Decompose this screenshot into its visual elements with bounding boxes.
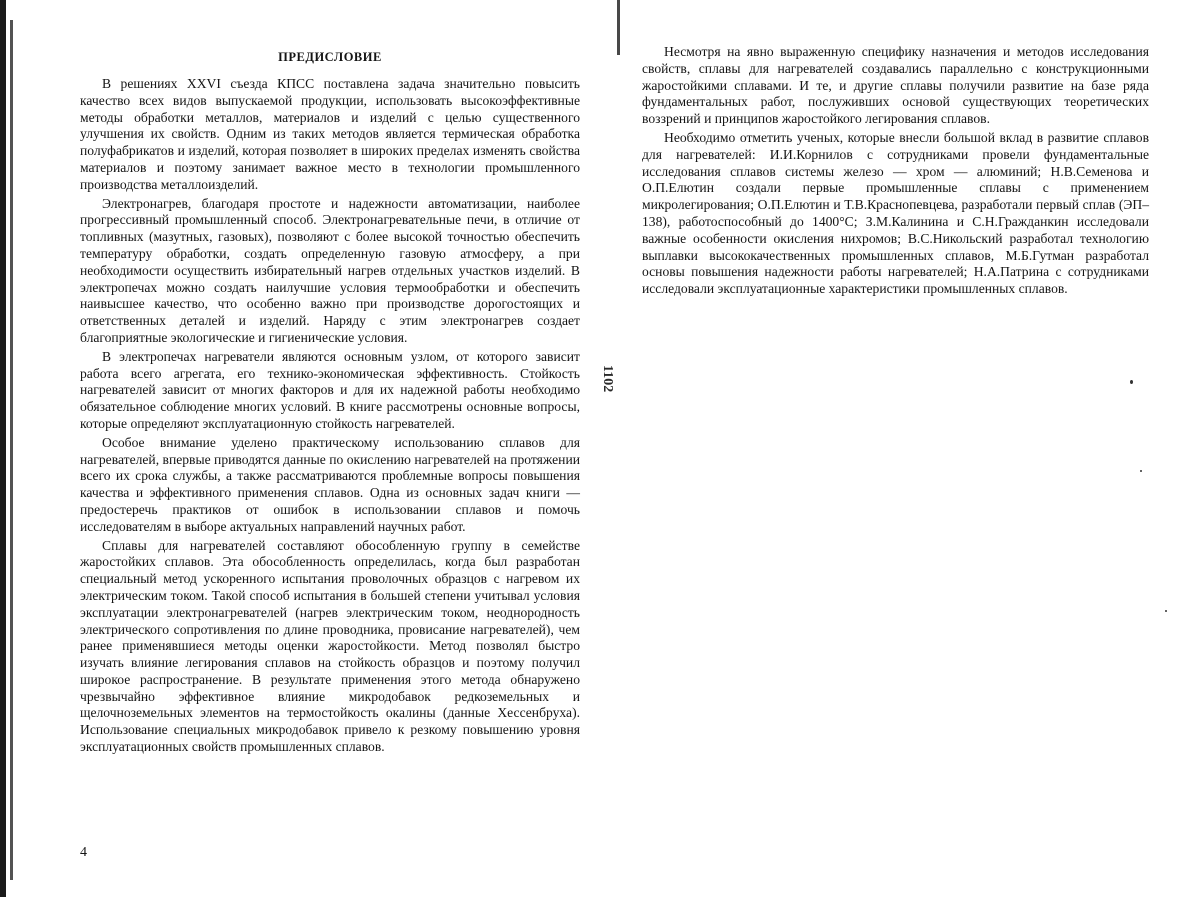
scan-speck	[1130, 380, 1133, 384]
paragraph: Особое внимание уделено практическому использованию сплавов для нагревателей, впервые приводятся данные по окислению нагревателей на протяжении всего их срока службы, а также рассматриваются проблемные вопросы повышения качества и эффективного применения сплавов. Одна из основных задач книги — предостеречь практиков от ошибок в использовании сплавов и помочь исследователям в выборе актуальных направлений научных работ.	[80, 434, 580, 534]
paragraph: Необходимо отметить ученых, которые внесли большой вклад в развитие сплавов для нагревателей: И.И.Корнилов с сотрудниками провели фундаментальные исследования сплавов системы железо — хром — алюминий; Н.В.Семенова и О.П.Елютин создали первые промышленные сплавы с применением микролегирования; О.П.Елютин и Т.В.Краснопевцева, разработали первый сплав (ЭП–138), работоспособный до 1400°С; З.М.Калинина и С.Н.Гражданкин исследовали важные особенности окисления нихромов; В.С.Никольский разработал технологию выплавки высококачественных промышленных сплавов, М.Б.Гутман разработал основы повышения надежности работы нагревателей; Н.А.Патрина с сотрудниками исследовали эксплуатационные характеристики промышленных сплавов.	[642, 129, 1149, 297]
scan-speck	[1140, 470, 1142, 472]
scan-speck	[1165, 610, 1167, 612]
scan-edge-gutter	[617, 0, 620, 55]
paragraph: Несмотря на явно выраженную специфику назначения и методов исследования свойств, сплавы для нагревателей создавались параллельно с конструкционными жаростойкими сплавами. И те, и другие сплавы получили развитие на базе ряда фундаментальных работ, послуживших основой существующих теоретических воззрений и принципов жаростойкого легирования сплавов.	[642, 44, 1149, 127]
scan-edge-left	[0, 0, 6, 897]
right-text-block	[642, 44, 1149, 300]
margin-handwritten-note: 1102	[600, 365, 615, 393]
paragraph: В электропечах нагреватели являются основным узлом, от которого зависит работа всего агрегата, его технико-экономическая эффективность. Стойкость нагревателей зависит от многих факторов и для их надежной работы необходимо обязательное соблюдение многих условий. В книге рассмотрены основные вопросы, которые определяют эксплуатационную стойкость нагревателей.	[80, 348, 580, 431]
page-number: 4	[80, 845, 87, 860]
paragraph: Сплавы для нагревателей составляют обособленную группу в семействе жаростойких сплавов. Эта обособленность определилась, когда был разработан специальный метод ускоренного испытания проволочных образцов с нагревом их электрическим током. Такой способ испытания в большей степени учитывал условия эксплуатации электронагревателей (нагрев электрическим током, неоднородность электрического сопротивления по длине проводника, провисание нагревателей), чем ранее применявшиеся методы оценки жаростойкости. Метод позволял быстро изучать влияние легирования сплавов на стойкость образцов и поэтому получил широкое распространение. В результате применения этого метода обнаружено чрезвычайно эффективное влияние микродобавок редкоземельных и щелочноземельных элементов на термостойкость окалины (данные Хессенбруха). Использование специальных микродобавок привело к резкому повышению уровня эксплуатационных свойств промышленных сплавов.	[80, 537, 580, 755]
left-text-block	[80, 76, 580, 758]
paragraph: В решениях XXVI съезда КПСС поставлена задача значительно повысить качество всех видов выпускаемой продукции, использовать высокоэффективные методы обработки металлов, материалов и изделий с целью существенного улучшения их свойств. Одним из таких методов является термическая обработка полуфабрикатов и изделий, которая позволяет в широких пределах изменять свойства материалов и поэтому занимает важное место в технологии промышленного производства металлоизделий.	[80, 76, 580, 192]
page-heading: ПРЕДИСЛОВИЕ	[278, 50, 382, 64]
paragraph: Электронагрев, благодаря простоте и надежности автоматизации, наиболее прогрессивный промышленный способ. Электронагревательные печи, в отличие от топливных (мазутных, газовых), позволяют с более высокой точностью обеспечить температуру обработки, создать определенную газовую атмосферу, а при необходимости осуществить избирательный нагрев отдельных участков изделий. В электропечах можно создать наилучшие условия термообработки и обеспечить наивысшее качество, что особенно важно при производстве дорогостоящих и ответственных деталей и изделий. Наряду с этим электронагрев создает благоприятные экологические и гигиенические условия.	[80, 195, 580, 345]
scan-edge-left-inner	[10, 20, 13, 880]
